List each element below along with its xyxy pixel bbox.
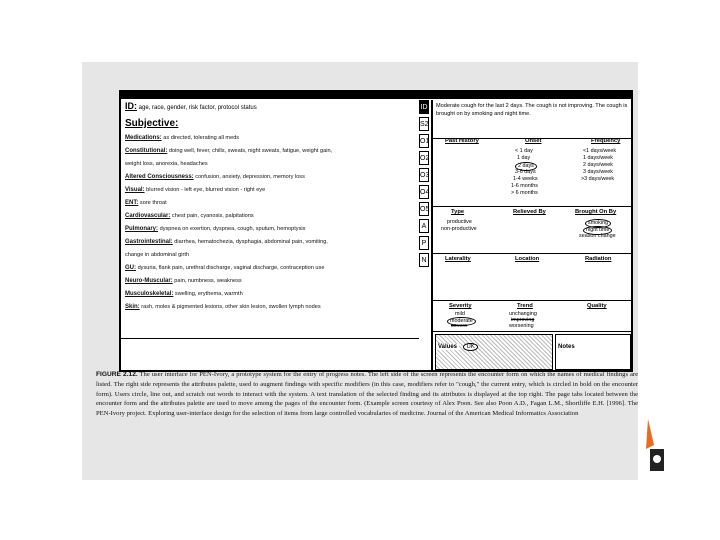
values-notes-area [433, 332, 633, 370]
brought-on-by-option-selected[interactable]: night time [583, 226, 612, 235]
finding-row-altered-consciousness[interactable]: Altered Consciousness: confusion, anxiety, depression, memory loss [125, 174, 305, 180]
finding-row-skin[interactable]: Skin: rash, moles & pigmented lesions, other skin lesion, swollen lymph nodes [125, 304, 321, 310]
finding-row-musculoskeletal[interactable]: Musculoskeletal: swelling, erythema, warmth [125, 291, 243, 297]
tab-o1[interactable]: O1 [419, 134, 429, 148]
section-laterality [433, 254, 633, 301]
notes-label: Notes [558, 344, 575, 350]
finding-row-constitutional-cont[interactable]: weight loss, anorexia, headaches [125, 161, 208, 167]
finding-row-constitutional[interactable]: Constitutional: doing well, fever, chills, sweats, night sweats, fatigue, weight gain, [125, 148, 333, 154]
encounter-form [125, 100, 417, 336]
section-type [433, 207, 633, 254]
finding-row-visual[interactable]: Visual: blurred vision - left eye, blurred vision - right eye [125, 187, 266, 193]
trend-option[interactable]: worsening [509, 323, 534, 329]
relieved-by-label: Relieved By [513, 209, 546, 215]
tab-a[interactable]: A [419, 219, 429, 233]
trend-option[interactable]: improving [511, 317, 535, 323]
encounter-form-footer [121, 338, 419, 371]
trend-label: Trend [517, 303, 533, 309]
tab-s2[interactable]: S2 [419, 117, 429, 131]
brought-on-by-label: Brought On By [575, 209, 617, 215]
radiation-label: Radiation [585, 256, 612, 262]
onset-option[interactable]: < 1 day [515, 148, 533, 154]
severity-option-selected[interactable]: moderate [447, 317, 476, 326]
finding-row-gastrointestinal-cont[interactable]: change in abdominal girth [125, 252, 190, 258]
notes-box[interactable] [555, 334, 631, 370]
severity-option[interactable]: severe [451, 323, 468, 329]
brought-on-by-option[interactable]: season change [579, 233, 616, 239]
onset-label: Onset [525, 138, 542, 144]
finding-row-cardiovascular[interactable]: Cardiovascular: chest pain, cyanosis, palpitations [125, 213, 254, 219]
severity-option[interactable]: mild [455, 311, 465, 317]
tab-n[interactable]: N [419, 253, 429, 267]
onset-option[interactable]: 1-6 months [511, 183, 538, 189]
severity-label: Severity [449, 303, 472, 309]
tab-id[interactable]: ID [419, 100, 429, 114]
tab-o4[interactable]: O4 [419, 185, 429, 199]
values-label: Values [438, 344, 458, 350]
finding-row-neuro-muscular[interactable]: Neuro-Muscular: pain, numbness, weakness [125, 278, 242, 284]
page-tabs [419, 100, 429, 336]
finding-row-pulmonary[interactable]: Pulmonary: dyspnea on exertion, dyspnea, cough, sputum, hemoptysis [125, 226, 306, 232]
onset-option[interactable]: 1 day [517, 155, 531, 161]
type-label: Type [451, 209, 465, 215]
frequency-option[interactable]: <1 days/week [583, 148, 617, 154]
page-corner-scan-artifact [638, 415, 668, 475]
frequency-option[interactable]: >3 days/week [581, 176, 615, 182]
tab-o5[interactable]: O5 [419, 202, 429, 216]
section-onset [433, 136, 633, 207]
id-text: age, race, gender, risk factor, protocol status [138, 105, 257, 111]
tab-o3[interactable]: O3 [419, 168, 429, 182]
section-severity [433, 301, 633, 332]
id-row[interactable] [125, 100, 417, 114]
tab-p[interactable]: P [419, 236, 429, 250]
finding-translation: Moderate cough for the last 2 days. The cough is not improving. The cough is brought on by smoking and night time. [433, 100, 633, 139]
past-history-label[interactable]: Past History [445, 138, 479, 144]
onset-option-selected[interactable]: 2 days [515, 162, 537, 171]
values-selected[interactable]: UK [463, 343, 477, 351]
figure-caption [96, 370, 638, 419]
type-option[interactable]: productive [447, 219, 472, 225]
location-label: Location [515, 256, 540, 262]
laterality-label: Laterality [445, 256, 471, 262]
finding-row-ent[interactable]: ENT: sore throat [125, 200, 167, 206]
trend-option[interactable]: unchanging [509, 311, 537, 317]
menu-bar [121, 92, 631, 99]
onset-option[interactable]: 3-6 days [515, 169, 536, 175]
onset-option[interactable]: 1-4 weeks [513, 176, 538, 182]
attributes-palette [431, 100, 633, 370]
subjective-heading: Subjective: [125, 118, 179, 129]
frequency-option[interactable]: 3 days/week [583, 169, 613, 175]
frequency-option[interactable]: 2 days/week [583, 162, 613, 168]
figure-number: FIGURE 2.12. [96, 371, 138, 378]
id-label: ID: [125, 101, 137, 111]
finding-row-gu[interactable]: GU: dysuria, flank pain, urethral discharge, vaginal discharge, contraception use [125, 265, 325, 271]
frequency-label: Frequency [591, 138, 621, 144]
values-box[interactable] [435, 334, 553, 370]
tab-o2[interactable]: O2 [419, 151, 429, 165]
caption-text: The user interface for PEN-Ivory, a prototype system for the entry of progress notes. The left side of the screen represents the encounter form on which the names of medical findings are listed. The right side represents the attributes palette, used to augment findings with specific modifiers (in this case, modifiers refer to "cough," the current entry, which is circled in bold on the encounter form). Users circle, line out, and scratch out words to interact with the system. A text translation of the selected finding and its attributes is displayed at the top right. The page tabs located between the encounter form and the attributes palette are used to move among the pages of the encounter form. (Example screen courtesy of Alex Poon. See also Poon A.D., Fagan L.M., Shortliffe E.H. [1996]. The PEN-Ivory project. Exploring user-interface design for the selection of items from large controlled vocabularies of medicine. Journal of the American Medical Informatics Association [96, 371, 638, 418]
brought-on-by-option-selected[interactable]: smoking [585, 219, 611, 228]
finding-row-gastrointestinal[interactable]: Gastrointestinal: diarrhea, hematochezia, dysphagia, abdominal pain, vomiting, [125, 239, 328, 245]
quality-label: Quality [587, 303, 607, 309]
finding-row-medications[interactable]: Medications: as directed, tolerating all meds [125, 135, 240, 141]
onset-option[interactable]: > 6 months [511, 190, 538, 196]
frequency-option[interactable]: 1 days/week [583, 155, 613, 161]
type-option[interactable]: non-productive [441, 226, 477, 232]
pen-ivory-screen [119, 90, 633, 372]
